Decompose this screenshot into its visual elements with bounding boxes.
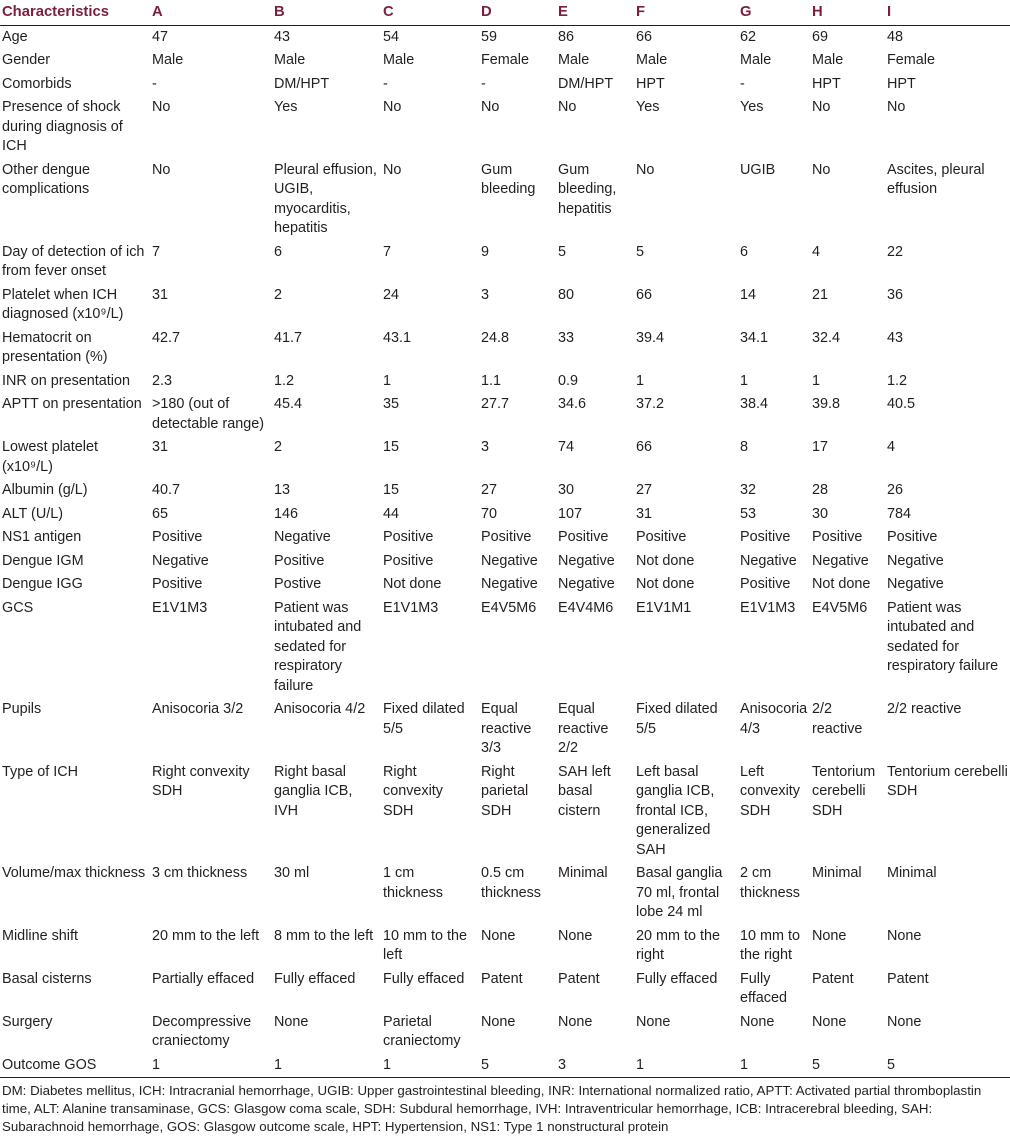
table-cell: Negative <box>481 576 538 592</box>
table-cell: Male <box>558 52 590 68</box>
table-cell: 33 <box>558 329 575 346</box>
table-cell: 784 <box>887 505 912 522</box>
table-cell: None <box>887 1013 922 1030</box>
table-cell: HPT <box>887 75 916 92</box>
table-row <box>0 1054 1010 1078</box>
table-cell: 5 <box>636 243 645 260</box>
table-cell: 17 <box>812 439 829 455</box>
table-cell: Not done <box>636 576 695 592</box>
table-cell: 4 <box>887 439 896 455</box>
row-label: Day of detection of ich from fever onset <box>2 243 145 279</box>
table-row <box>0 159 1010 241</box>
table-cell: 74 <box>558 439 575 455</box>
table-cell: 31 <box>152 439 169 455</box>
table-cell: Decompressive craniectomy <box>152 1013 252 1049</box>
table-cell: No <box>152 99 171 115</box>
table-cell: 4 <box>812 243 821 260</box>
row-label: Pupils <box>2 701 42 717</box>
table-cell: Negative <box>740 552 797 569</box>
table-cell: 80 <box>558 286 575 303</box>
table-cell: 30 <box>558 482 575 498</box>
table-cell: 1 cm thickness <box>383 865 443 901</box>
table-cell: Equal reactive 2/2 <box>558 701 609 756</box>
table-cell: 2.3 <box>152 372 173 389</box>
table-body <box>0 25 1010 1078</box>
table-cell: No <box>152 161 171 178</box>
table-cell: Negative <box>152 552 209 569</box>
table-cell: 40.5 <box>887 396 916 412</box>
table-cell: 53 <box>740 505 757 522</box>
table-cell: Left convexity SDH <box>740 763 800 819</box>
table-cell: 1 <box>150 1054 272 1078</box>
table-row <box>0 241 1010 284</box>
row-label: Volume/max thickness <box>2 865 146 881</box>
table-cell: Male <box>152 52 184 68</box>
table-cell: 54 <box>383 28 400 45</box>
table-cell: None <box>558 1013 593 1030</box>
table-cell: Pleural effusion, UGIB, myocarditis, hepatitis <box>274 161 377 236</box>
table-cell: 37.2 <box>636 396 665 412</box>
table-cell: Fully effaced <box>740 970 787 1006</box>
table-cell: Positive <box>152 529 203 545</box>
table-cell: 24.8 <box>481 329 510 346</box>
table-cell: Anisocoria 4/3 <box>740 701 808 737</box>
table-header <box>0 0 1010 25</box>
table-cell: 24 <box>383 286 400 303</box>
table-cell: None <box>274 1013 309 1030</box>
table-cell: >180 (out of detectable range) <box>152 396 265 432</box>
table-cell: 32 <box>740 482 757 498</box>
table-cell: 3 <box>556 1054 634 1078</box>
table-cell: Right convexity SDH <box>152 763 250 799</box>
table-cell: 1 <box>381 1054 479 1078</box>
table-cell: Negative <box>481 552 538 569</box>
table-cell: 30 <box>812 505 829 522</box>
table-cell: Gum bleeding, hepatitis <box>558 161 617 217</box>
table-row <box>0 597 1010 699</box>
table-cell: Fixed dilated 5/5 <box>636 701 718 737</box>
table-row <box>0 761 1010 863</box>
table-cell: 43 <box>274 28 291 45</box>
table-cell: Positive <box>383 529 434 545</box>
table-cell: DM/HPT <box>274 75 330 92</box>
table-cell: 1.2 <box>887 372 908 389</box>
table-cell: 13 <box>274 482 291 498</box>
table-cell: 107 <box>558 505 583 522</box>
table-cell: Male <box>812 52 844 68</box>
table-cell: 1.2 <box>274 372 295 389</box>
table-cell: 65 <box>152 505 169 522</box>
table-cell: 31 <box>636 505 653 522</box>
row-label: Age <box>2 28 28 45</box>
table-cell: 38.4 <box>740 396 769 412</box>
table-cell: None <box>481 927 516 944</box>
row-label: Dengue IGG <box>2 576 83 592</box>
table-cell: Ascites, pleural effusion <box>887 161 985 197</box>
table-cell: Positive <box>812 529 863 545</box>
table-cell: 66 <box>636 28 653 45</box>
table-cell: HPT <box>636 75 665 92</box>
row-label: Comorbids <box>2 75 72 92</box>
table-cell: HPT <box>812 75 841 92</box>
table-cell: 40.7 <box>152 482 181 498</box>
table-row <box>0 49 1010 73</box>
table-row <box>0 925 1010 968</box>
row-label: Outcome GOS <box>0 1054 150 1078</box>
table-row <box>0 479 1010 503</box>
header-patient-c: C <box>381 0 479 25</box>
row-label: Surgery <box>2 1013 53 1030</box>
table-cell: 10 mm to the right <box>740 927 800 963</box>
table-cell: 35 <box>383 396 400 412</box>
table-cell: Male <box>740 52 772 68</box>
table-cell: Minimal <box>812 865 862 881</box>
row-label: ALT (U/L) <box>2 505 64 522</box>
row-label: Type of ICH <box>2 763 78 780</box>
table-cell: 5 <box>479 1054 556 1078</box>
table-cell: Positive <box>636 529 687 545</box>
table-cell: Right parietal SDH <box>481 763 529 819</box>
table-row <box>0 73 1010 97</box>
table-cell: 27 <box>636 482 653 498</box>
table-cell: Basal ganglia 70 ml, frontal lobe 24 ml <box>636 865 723 920</box>
table-cell: Anisocoria 3/2 <box>152 701 244 717</box>
table-cell: - <box>383 75 388 92</box>
table-cell: 2 cm thickness <box>740 865 800 901</box>
table-cell: 1 <box>812 372 821 389</box>
table-cell: None <box>636 1013 671 1030</box>
table-cell: None <box>558 927 593 944</box>
table-cell: Positive <box>740 576 791 592</box>
table-cell: Right basal ganglia ICB, IVH <box>274 763 353 819</box>
table-cell: E4V5M6 <box>812 599 868 616</box>
header-patient-e: E <box>556 0 634 25</box>
table-cell: 70 <box>481 505 498 522</box>
table-row <box>0 1011 1010 1054</box>
table-footnote: DM: Diabetes mellitus, ICH: Intracranial hemorrhage, UGIB: Upper gastrointestinal bleeding, INR: International normalized ratio, APTT: Activated partial thromboplastin time, ALT: Alanine transaminase, GCS: Glasgow coma scale, SDH: Subdural hemorrhage, IVH: Intraventricular hemorrhage, ICB: Intracerebral bleeding, SAH: Subarachnoid hemorrhage, GOS: Glasgow outcome scale, HPT: Hypertension, NS1: Type 1 nonstructural protein <box>2 1083 982 1134</box>
table-cell: Negative <box>887 552 944 569</box>
table-cell: 43.1 <box>383 329 412 346</box>
table-cell: Equal reactive 3/3 <box>481 701 532 756</box>
row-label: Albumin (g/L) <box>2 482 88 498</box>
table-cell: No <box>383 161 402 178</box>
table-cell: Minimal <box>558 865 608 881</box>
table-row <box>0 284 1010 327</box>
table-cell: Positive <box>274 552 325 569</box>
table-cell: Left basal ganglia ICB, frontal ICB, generalized SAH <box>636 763 715 858</box>
table-cell: 9 <box>481 243 490 260</box>
table-cell: None <box>740 1013 775 1030</box>
table-cell: 34.6 <box>558 396 587 412</box>
table-cell: Minimal <box>887 865 937 881</box>
table-cell: E1V1M3 <box>740 599 796 616</box>
table-cell: 1 <box>738 1054 810 1078</box>
table-cell: Female <box>887 52 935 68</box>
table-cell: 1 <box>636 372 645 389</box>
table-cell: Positive <box>152 576 203 592</box>
table-cell: 10 mm to the left <box>383 927 467 963</box>
table-cell: 1 <box>740 372 749 389</box>
table-cell: 6 <box>740 243 749 260</box>
table-row <box>0 96 1010 159</box>
table-cell: Male <box>274 52 306 68</box>
table-cell: E4V5M6 <box>481 599 537 616</box>
table-cell: 59 <box>481 28 498 45</box>
table-cell: 8 <box>740 439 749 455</box>
table-cell: 44 <box>383 505 400 522</box>
table-cell: UGIB <box>740 161 776 178</box>
table-cell: Right convexity SDH <box>383 763 443 819</box>
table-cell: No <box>812 161 831 178</box>
table-cell: 27 <box>481 482 498 498</box>
table-cell: SAH left basal cistern <box>558 763 611 819</box>
table-cell: 27.7 <box>481 396 510 412</box>
table-cell: Anisocoria 4/2 <box>274 701 366 717</box>
table-cell: Patent <box>812 970 854 987</box>
table-row <box>0 698 1010 761</box>
row-label: Hematocrit on presentation (%) <box>2 329 108 365</box>
table-cell: No <box>887 99 906 115</box>
table-cell: Positive <box>558 529 609 545</box>
table-cell: DM/HPT <box>558 75 614 92</box>
table-cell: Not done <box>383 576 442 592</box>
table-cell: Negative <box>558 552 615 569</box>
table-cell: 21 <box>812 286 829 303</box>
table-cell: 30 ml <box>274 865 310 881</box>
table-cell: Patent <box>887 970 929 987</box>
table-cell: - <box>740 75 745 92</box>
table-cell: Negative <box>887 576 944 592</box>
table-cell: E1V1M3 <box>152 599 208 616</box>
table-cell: 48 <box>887 28 904 45</box>
table-cell: 69 <box>812 28 829 45</box>
table-cell: Fixed dilated 5/5 <box>383 701 465 737</box>
table-cell: 28 <box>812 482 829 498</box>
table-cell: Positive <box>383 552 434 569</box>
table-cell: 146 <box>274 505 299 522</box>
table-cell: Negative <box>558 576 615 592</box>
table-row <box>0 550 1010 574</box>
table-cell: 1 <box>383 372 392 389</box>
table-cell: 32.4 <box>812 329 841 346</box>
table-cell: Partially effaced <box>152 970 255 987</box>
table-cell: 5 <box>810 1054 885 1078</box>
table-cell: Patient was intubated and sedated for respiratory failure <box>274 599 362 694</box>
row-label: Midline shift <box>2 927 78 944</box>
table-cell: None <box>481 1013 516 1030</box>
table-cell: 43 <box>887 329 904 346</box>
table-cell: None <box>887 927 922 944</box>
table-cell: 0.5 cm thickness <box>481 865 541 901</box>
table-cell: 86 <box>558 28 575 45</box>
header-characteristics: Characteristics <box>0 0 150 25</box>
table-cell: Negative <box>812 552 869 569</box>
table-row <box>0 393 1010 436</box>
table-cell: Not done <box>812 576 871 592</box>
table-cell: Yes <box>740 99 764 115</box>
table-cell: 39.4 <box>636 329 665 346</box>
table-cell: 20 mm to the right <box>636 927 720 963</box>
table-cell: 31 <box>152 286 169 303</box>
table-cell: Postive <box>274 576 322 592</box>
table-row <box>0 573 1010 597</box>
table-cell: 22 <box>887 243 904 260</box>
table-cell: 1 <box>272 1054 381 1078</box>
table-cell: 3 cm thickness <box>152 865 248 881</box>
table-row <box>0 526 1010 550</box>
row-label: Platelet when ICH diagnosed (x10⁹/L) <box>2 286 124 322</box>
table-row <box>0 503 1010 527</box>
table-cell: 2 <box>274 286 283 303</box>
table-cell: 2/2 reactive <box>887 701 962 717</box>
table-cell: E1V1M1 <box>636 599 692 616</box>
table-cell: 15 <box>383 482 400 498</box>
row-label: Lowest platelet (x10⁹/L) <box>2 439 98 475</box>
table-cell: - <box>481 75 486 92</box>
table-cell: 36 <box>887 286 904 303</box>
table-cell: 62 <box>740 28 757 45</box>
table-cell: Tentorium cerebelli SDH <box>812 763 876 819</box>
table-row <box>0 862 1010 925</box>
header-row <box>0 0 1010 25</box>
table-cell: Yes <box>274 99 298 115</box>
table-cell: 2/2 reactive <box>812 701 863 737</box>
header-patient-d: D <box>479 0 556 25</box>
table-cell: 66 <box>636 286 653 303</box>
table-cell: Positive <box>887 529 938 545</box>
table-cell: Male <box>383 52 415 68</box>
table-cell: 2 <box>274 439 283 455</box>
header-patient-b: B <box>272 0 381 25</box>
table-cell: 1.1 <box>481 372 502 389</box>
header-patient-g: G <box>738 0 810 25</box>
table-cell: None <box>812 927 847 944</box>
table-cell: No <box>558 99 577 115</box>
table-cell: 42.7 <box>152 329 181 346</box>
table-row <box>0 370 1010 394</box>
table-cell: 20 mm to the left <box>152 927 260 944</box>
table-cell: 5 <box>885 1054 1010 1078</box>
table-cell: - <box>152 75 157 92</box>
table-cell: Negative <box>274 529 331 545</box>
row-label: INR on presentation <box>2 372 130 389</box>
table-cell: Yes <box>636 99 660 115</box>
header-patient-h: H <box>810 0 885 25</box>
table-cell: Patient was intubated and sedated for respiratory failure <box>887 599 999 674</box>
row-label: APTT on presentation <box>2 396 142 412</box>
row-label: Dengue IGM <box>2 552 84 569</box>
table-cell: E1V1M3 <box>383 599 439 616</box>
table-cell: 45.4 <box>274 396 303 412</box>
table-cell: 0.9 <box>558 372 579 389</box>
table-cell: None <box>812 1013 847 1030</box>
table-cell: 8 mm to the left <box>274 927 374 944</box>
table-cell: 7 <box>152 243 161 260</box>
table-cell: No <box>481 99 500 115</box>
table-cell: 41.7 <box>274 329 303 346</box>
table-cell: 47 <box>152 28 169 45</box>
table-cell: 3 <box>481 439 490 455</box>
table-row <box>0 327 1010 370</box>
table-cell: Female <box>481 52 529 68</box>
table-cell: 15 <box>383 439 400 455</box>
table-cell: Patent <box>481 970 523 987</box>
table-cell: Fully effaced <box>636 970 718 987</box>
table-cell: 5 <box>558 243 567 260</box>
row-label: NS1 antigen <box>2 529 82 545</box>
table-cell: Positive <box>740 529 791 545</box>
row-label: Presence of shock during diagnosis of ICH <box>2 99 123 154</box>
table-row <box>0 968 1010 1011</box>
row-label: Basal cisterns <box>2 970 92 987</box>
table-cell: No <box>812 99 831 115</box>
table-cell: 34.1 <box>740 329 769 346</box>
table-cell: Patent <box>558 970 600 987</box>
table-cell: Gum bleeding <box>481 161 536 197</box>
table-cell: 14 <box>740 286 757 303</box>
table-cell: 1 <box>634 1054 738 1078</box>
header-patient-a: A <box>150 0 272 25</box>
table-cell: Not done <box>636 552 695 569</box>
header-patient-i: I <box>885 0 1010 25</box>
table-cell: No <box>383 99 402 115</box>
table-cell: 6 <box>274 243 283 260</box>
table-cell: Parietal craniectomy <box>383 1013 461 1049</box>
table-cell: 3 <box>481 286 490 303</box>
table-cell: Positive <box>481 529 532 545</box>
table-cell: Fully effaced <box>274 970 356 987</box>
table-cell: 7 <box>383 243 392 260</box>
row-label: Gender <box>2 52 50 68</box>
row-label: Other dengue complications <box>2 161 91 197</box>
table-cell: No <box>636 161 655 178</box>
table-cell: 39.8 <box>812 396 841 412</box>
table-cell: Tentorium cerebelli SDH <box>887 763 1008 799</box>
header-patient-f: F <box>634 0 738 25</box>
table-cell: Male <box>636 52 668 68</box>
row-label: GCS <box>2 599 34 616</box>
table-cell: E4V4M6 <box>558 599 614 616</box>
table-row <box>0 436 1010 479</box>
table-cell: Fully effaced <box>383 970 465 987</box>
table-cell: 66 <box>636 439 653 455</box>
table-cell: 26 <box>887 482 904 498</box>
table-row <box>0 25 1010 49</box>
